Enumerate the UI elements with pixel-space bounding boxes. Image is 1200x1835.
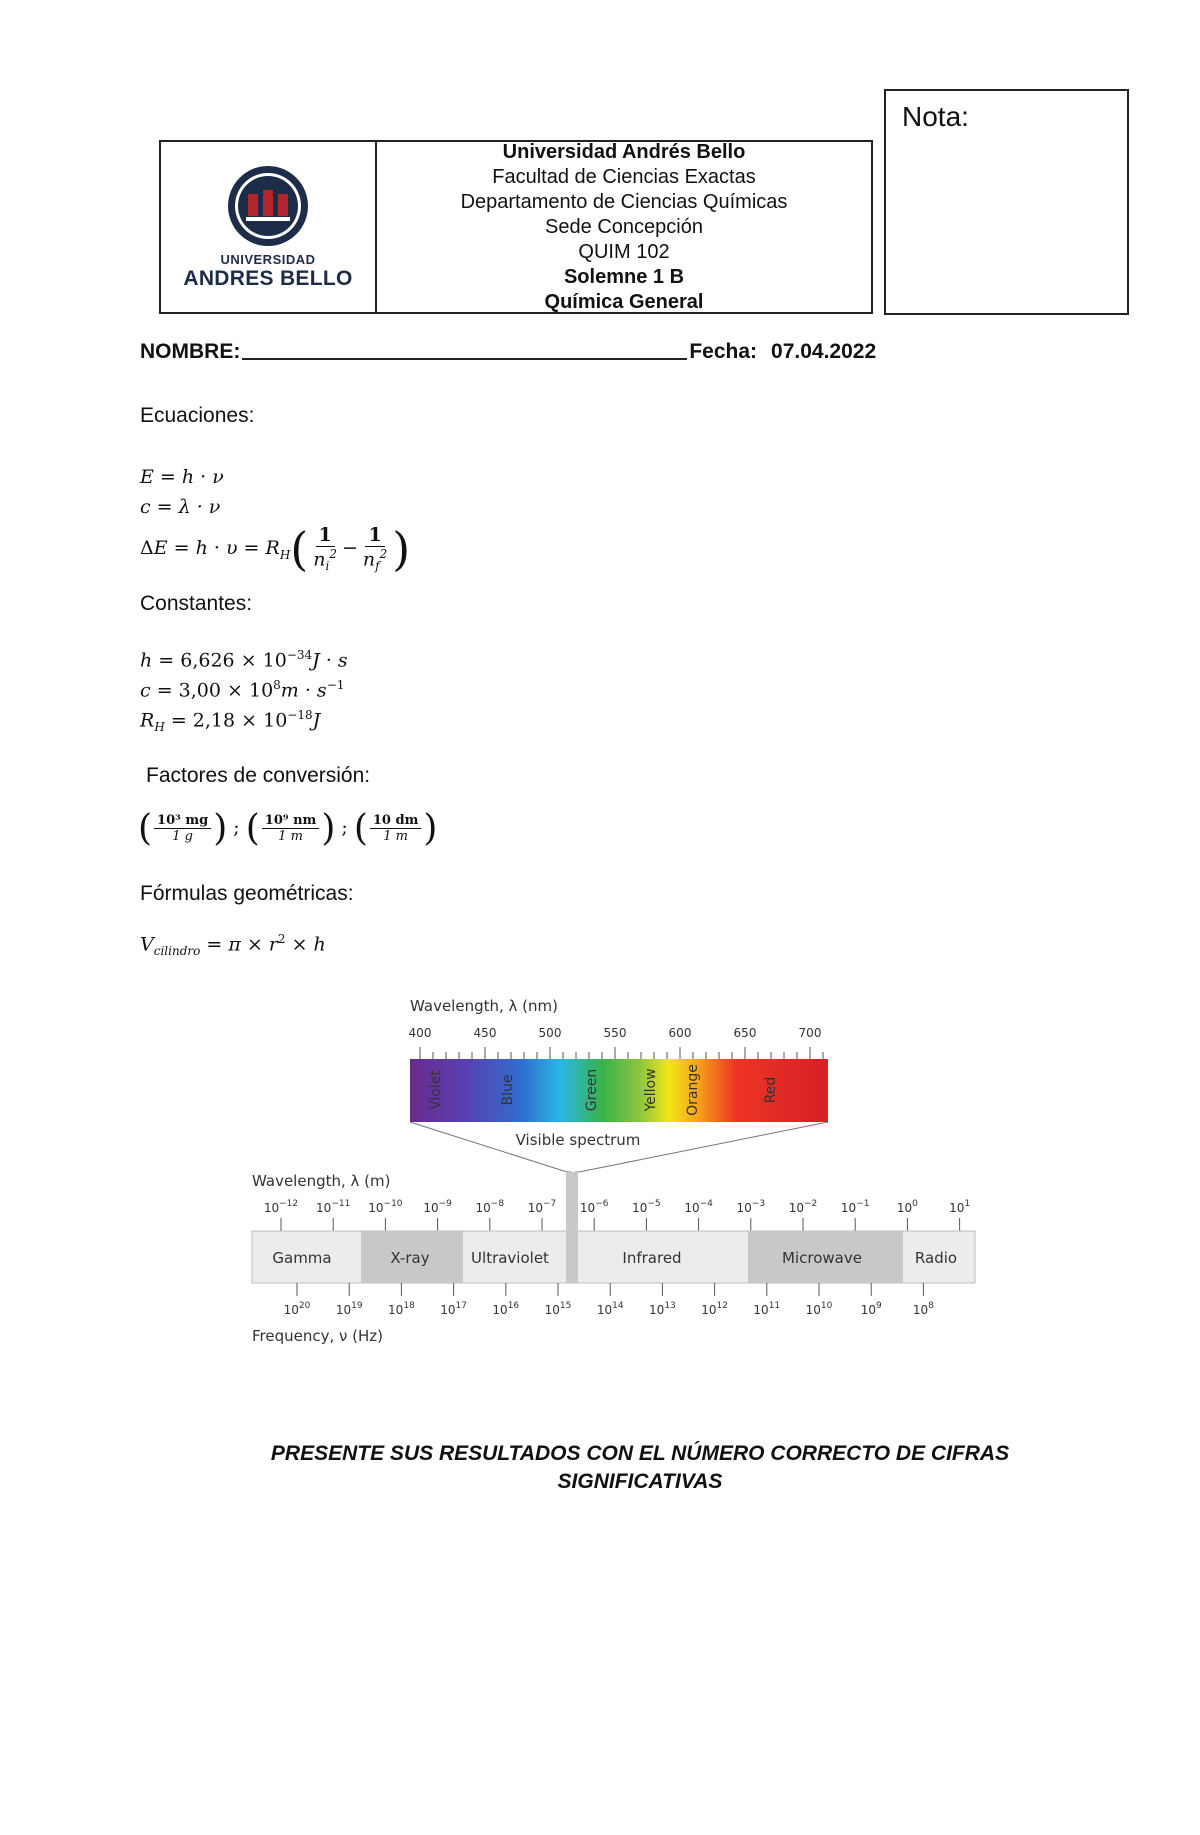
visible-tick-label: 700 [798,1026,822,1040]
frequency-tick-label: $10^{11}$ [753,1301,781,1317]
wavelength-tick-label: $10^{-1}$ [840,1199,870,1215]
course-name: Química General [544,290,704,313]
conversion-heading: Factores de conversión: [146,764,371,787]
frequency-tick-label: $10^{15}$ [544,1301,572,1317]
university-name: Universidad Andrés Bello [502,140,746,163]
department-name: Departamento de Ciencias Químicas [460,190,788,213]
visible-color-label: Blue [500,1074,516,1106]
frequency-tick-label: $10^{17}$ [440,1301,467,1317]
visible-color-label: Violet [428,1070,444,1110]
visible-tick-label: 500 [538,1026,562,1040]
frequency-tick-label: $10^{14}$ [596,1301,624,1317]
course-code: QUIM 102 [578,240,670,263]
frequency-tick-label: $10^{19}$ [335,1301,363,1317]
frequency-tick-label: $10^{13}$ [649,1301,676,1317]
wavelength-tick-label: $10^{-12}$ [263,1199,299,1215]
visible-tick-label: 400 [408,1026,432,1040]
region-label: X-ray [390,1249,430,1267]
visible-color-label: Yellow [643,1068,659,1112]
constant-light-speed: $c = 3,00 \times 10^8m \cdot s^{-1}$ [140,678,345,702]
wavelength-tick-label: $10^{-8}$ [475,1199,505,1215]
campus-name: Sede Concepción [545,215,703,238]
grade-label: Nota: [902,101,969,132]
region-label: Gamma [272,1249,332,1267]
region-label: Ultraviolet [471,1249,549,1267]
logo-text-bottom: ANDRES BELLO [183,266,353,290]
frequency-tick-label: $10^{10}$ [805,1301,833,1317]
frequency-tick-label: $10^{18}$ [388,1301,415,1317]
wavelength-tick-label: $10^{-10}$ [368,1199,403,1215]
name-label: NOMBRE: [140,340,241,363]
final-instruction-line1: PRESENTE SUS RESULTADOS CON EL NÚMERO CORRECTO DE CIFRAS [270,1442,1010,1465]
frequency-tick-label: $10^8$ [912,1301,934,1317]
logo-text-top: UNIVERSIDAD [220,251,316,267]
conversion-factors: ( $\frac{\text{10³ mg}}{1 g}$ ) ; ( $\frac{\text{10⁹ nm}}{1 m}$ ) ; ( $\frac{10 dm}{1 m}$ ) [138,808,438,849]
constants-heading: Constantes: [140,592,253,615]
final-instruction-line2: SIGNIFICATIVAS [557,1470,723,1493]
frequency-axis-title: Frequency, ν (Hz) [252,1327,384,1345]
visible-tick-label: 450 [473,1026,497,1040]
equation-rydberg: $\Delta E = h \cdot \upsilon = R_H$( $\frac{1}{n_i^2}$ − $\frac{1}{n_f^2}$ ) [140,522,411,576]
date-value: 07.04.2022 [771,340,877,363]
cylinder-volume-formula: $V_{cilindro} = \pi \times r^2 \times h$ [140,932,326,959]
frequency-tick-label: $10^{20}$ [283,1301,311,1317]
visible-tick-label: 600 [668,1026,692,1040]
visible-color-label: Orange [685,1064,701,1116]
wavelength-tick-label: $10^{-2}$ [788,1199,818,1215]
wavelength-tick-label: $10^0$ [896,1199,918,1215]
equation-energy: E = h · ν [140,466,224,488]
visible-caption: Visible spectrum [515,1131,641,1149]
constant-planck: $h = 6,626 \times 10^{-34}J \cdot s$ [140,648,348,672]
visible-tick-label: 550 [603,1026,627,1040]
faculty-name: Facultad de Ciencias Exactas [492,165,756,188]
wavelength-ticks [264,1199,970,1231]
equation-light-speed: c = λ · ν [140,496,221,518]
wavelength-tick-label: $10^{-4}$ [684,1199,713,1215]
frequency-tick-label: $10^{16}$ [492,1301,520,1317]
wavelength-tick-label: $10^1$ [949,1199,971,1215]
visible-axis-title: Wavelength, λ (nm) [410,997,558,1015]
visible-color-label: Red [763,1076,779,1104]
wavelength-axis-title: Wavelength, λ (m) [252,1172,391,1190]
region-label: Infrared [622,1249,682,1267]
wavelength-tick-label: $10^{-7}$ [527,1199,557,1215]
wavelength-tick-label: $10^{-3}$ [736,1199,766,1215]
wavelength-tick-label: $10^{-11}$ [316,1199,351,1215]
wavelength-tick-label: $10^{-9}$ [423,1199,452,1215]
region-label: Microwave [782,1249,862,1267]
wavelength-tick-label: $10^{-5}$ [632,1199,661,1215]
visible-band-marker [566,1172,578,1283]
visible-tick-label: 650 [733,1026,757,1040]
frequency-tick-label: $10^9$ [860,1301,882,1317]
constant-rydberg: $R_H = 2,18 \times 10^{-18}J$ [140,708,321,735]
equations-heading: Ecuaciones: [140,404,255,427]
region-label: Radio [914,1249,958,1267]
exam-title: Solemne 1 B [563,265,685,288]
frequency-tick-label: $10^{12}$ [701,1301,728,1317]
visible-color-label: Green [584,1068,600,1112]
final-instruction [230,1440,1050,1496]
wavelength-tick-label: $10^{-6}$ [579,1199,609,1215]
date-label: Fecha: [689,340,758,363]
frequency-ticks [284,1283,935,1317]
formulas-heading: Fórmulas geométricas: [140,882,354,905]
visible-ticks [409,1026,823,1059]
